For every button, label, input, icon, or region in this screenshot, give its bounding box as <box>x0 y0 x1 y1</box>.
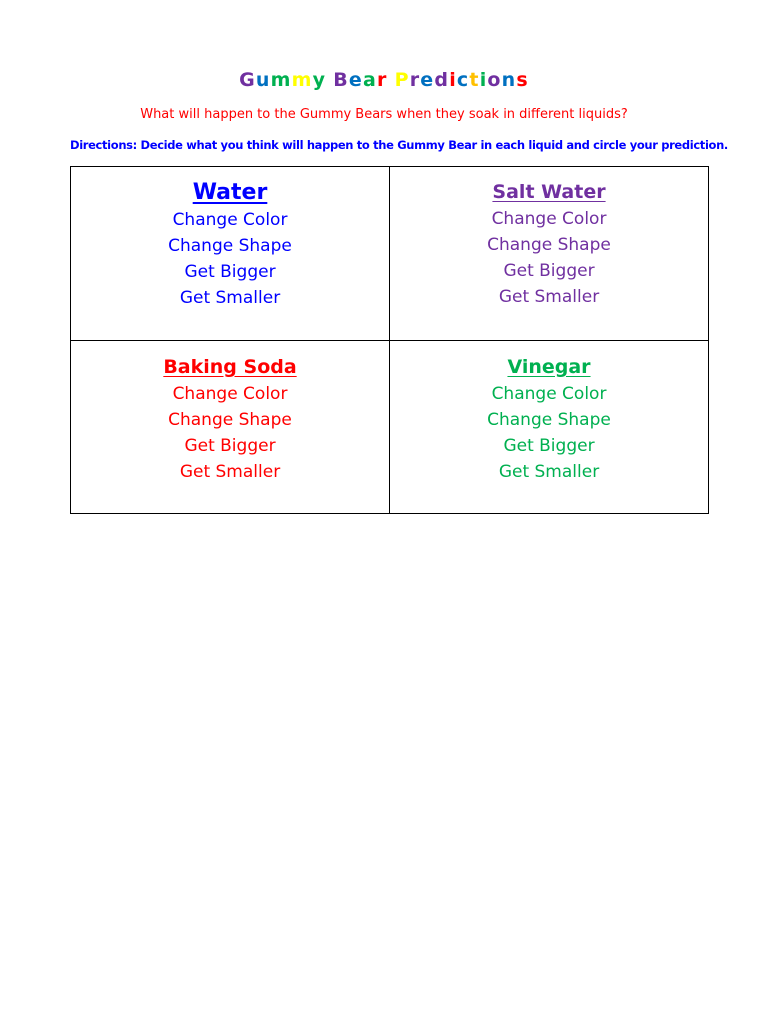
title-letter: r <box>409 69 421 91</box>
cell-content <box>390 167 708 310</box>
cell-content <box>71 341 389 485</box>
title-letter: e <box>420 69 435 91</box>
option-get-smaller[interactable]: Get Smaller <box>498 287 600 307</box>
option-get-bigger[interactable]: Get Bigger <box>184 262 276 282</box>
page-title <box>0 68 768 92</box>
cell-water <box>71 167 390 341</box>
title-letter: o <box>487 69 502 91</box>
title-letter: B <box>333 69 349 91</box>
liquid-heading-vinegar: Vinegar <box>507 356 591 378</box>
option-get-bigger[interactable]: Get Bigger <box>503 436 595 456</box>
title-letter: G <box>239 69 256 91</box>
title-letter: r <box>377 69 388 91</box>
option-change-shape[interactable]: Change Shape <box>487 235 611 255</box>
cell-salt-water <box>390 167 709 341</box>
liquid-heading-baking-soda: Baking Soda <box>163 356 297 378</box>
option-get-smaller[interactable]: Get Smaller <box>179 462 281 482</box>
option-change-shape[interactable]: Change Shape <box>168 410 292 430</box>
option-change-color[interactable]: Change Color <box>172 384 288 404</box>
option-change-color[interactable]: Change Color <box>172 210 288 230</box>
cell-vinegar <box>390 341 709 514</box>
prediction-options <box>390 381 708 485</box>
cell-content <box>71 167 389 311</box>
title-letter: i <box>449 69 457 91</box>
predictions-grid <box>70 166 709 514</box>
title-letter: t <box>469 69 480 91</box>
option-get-bigger[interactable]: Get Bigger <box>503 261 595 281</box>
subtitle-question: What will happen to the Gummy Bears when they soak in different liquids? <box>140 107 628 122</box>
title-letter: e <box>348 69 363 91</box>
title-letter: a <box>362 69 377 91</box>
option-change-shape[interactable]: Change Shape <box>487 410 611 430</box>
title-letter: m <box>291 69 313 91</box>
title-letter: u <box>255 69 271 91</box>
option-change-color[interactable]: Change Color <box>491 384 607 404</box>
title-letter: d <box>434 69 450 91</box>
cell-content <box>390 341 708 485</box>
cell-baking-soda <box>71 341 390 514</box>
prediction-options <box>71 207 389 311</box>
prediction-options <box>71 381 389 485</box>
title-letter: m <box>270 69 292 91</box>
liquid-heading-water: Water <box>192 180 268 205</box>
directions-text: Directions: Decide what you think will happen to the Gummy Bear in each liquid and circle your prediction. <box>70 138 728 152</box>
option-get-bigger[interactable]: Get Bigger <box>184 436 276 456</box>
title-letter: P <box>394 69 410 91</box>
title-letter: c <box>456 69 470 91</box>
option-get-smaller[interactable]: Get Smaller <box>179 288 281 308</box>
option-change-color[interactable]: Change Color <box>491 209 607 229</box>
grid-row-bottom <box>71 341 709 514</box>
prediction-options <box>390 206 708 310</box>
title-letter: y <box>312 69 327 91</box>
grid-row-top <box>71 167 709 341</box>
title-letter: s <box>516 69 529 91</box>
title-letter: i <box>479 69 488 91</box>
option-get-smaller[interactable]: Get Smaller <box>498 462 600 482</box>
title-letter: n <box>501 69 517 91</box>
liquid-heading-salt-water: Salt Water <box>492 181 606 203</box>
option-change-shape[interactable]: Change Shape <box>168 236 292 256</box>
